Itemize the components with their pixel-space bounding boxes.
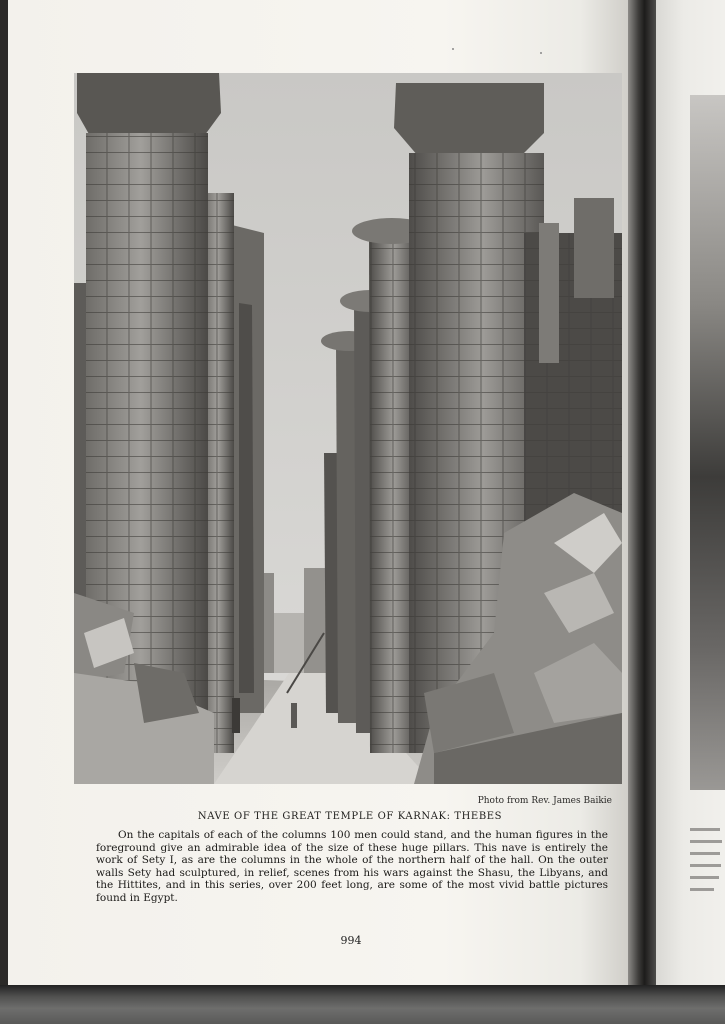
caption-body: On the capitals of each of the columns 100 men could stand, and the human figures in the foreground give an admirable idea of the size of these huge pillars. This nave is entirely the work of Sety I, as are the columns in the whole of the northern half of the hall. On the outer walls Sety had sculptured, in relief, scenes from his wars against the Shasu, the Libyans, and the Hittites, and in this series, over 200 feet long, are some of the most vivid battle pictures found in Egypt. [96, 829, 608, 904]
facing-page-text-line [690, 840, 722, 843]
book-gutter [628, 0, 658, 988]
facing-page-text-line [690, 876, 719, 879]
facing-page-photo-edge [690, 95, 725, 790]
paper-speck [540, 52, 542, 54]
caption-title: NAVE OF THE GREAT TEMPLE OF KARNAK: THEBES [197, 811, 503, 822]
facing-page-text-line [690, 864, 721, 867]
temple-columns-photo-icon [74, 73, 622, 784]
facing-page-text-line [690, 888, 714, 891]
facing-page-text-line [690, 828, 720, 831]
temple-nave-photo [74, 73, 622, 784]
paper-speck [452, 48, 454, 50]
scanner-edge [0, 985, 725, 1024]
page-number: 994 [340, 934, 362, 947]
photo-credit: Photo from Rev. James Baikie [477, 796, 612, 806]
facing-page-text-line [690, 852, 720, 855]
